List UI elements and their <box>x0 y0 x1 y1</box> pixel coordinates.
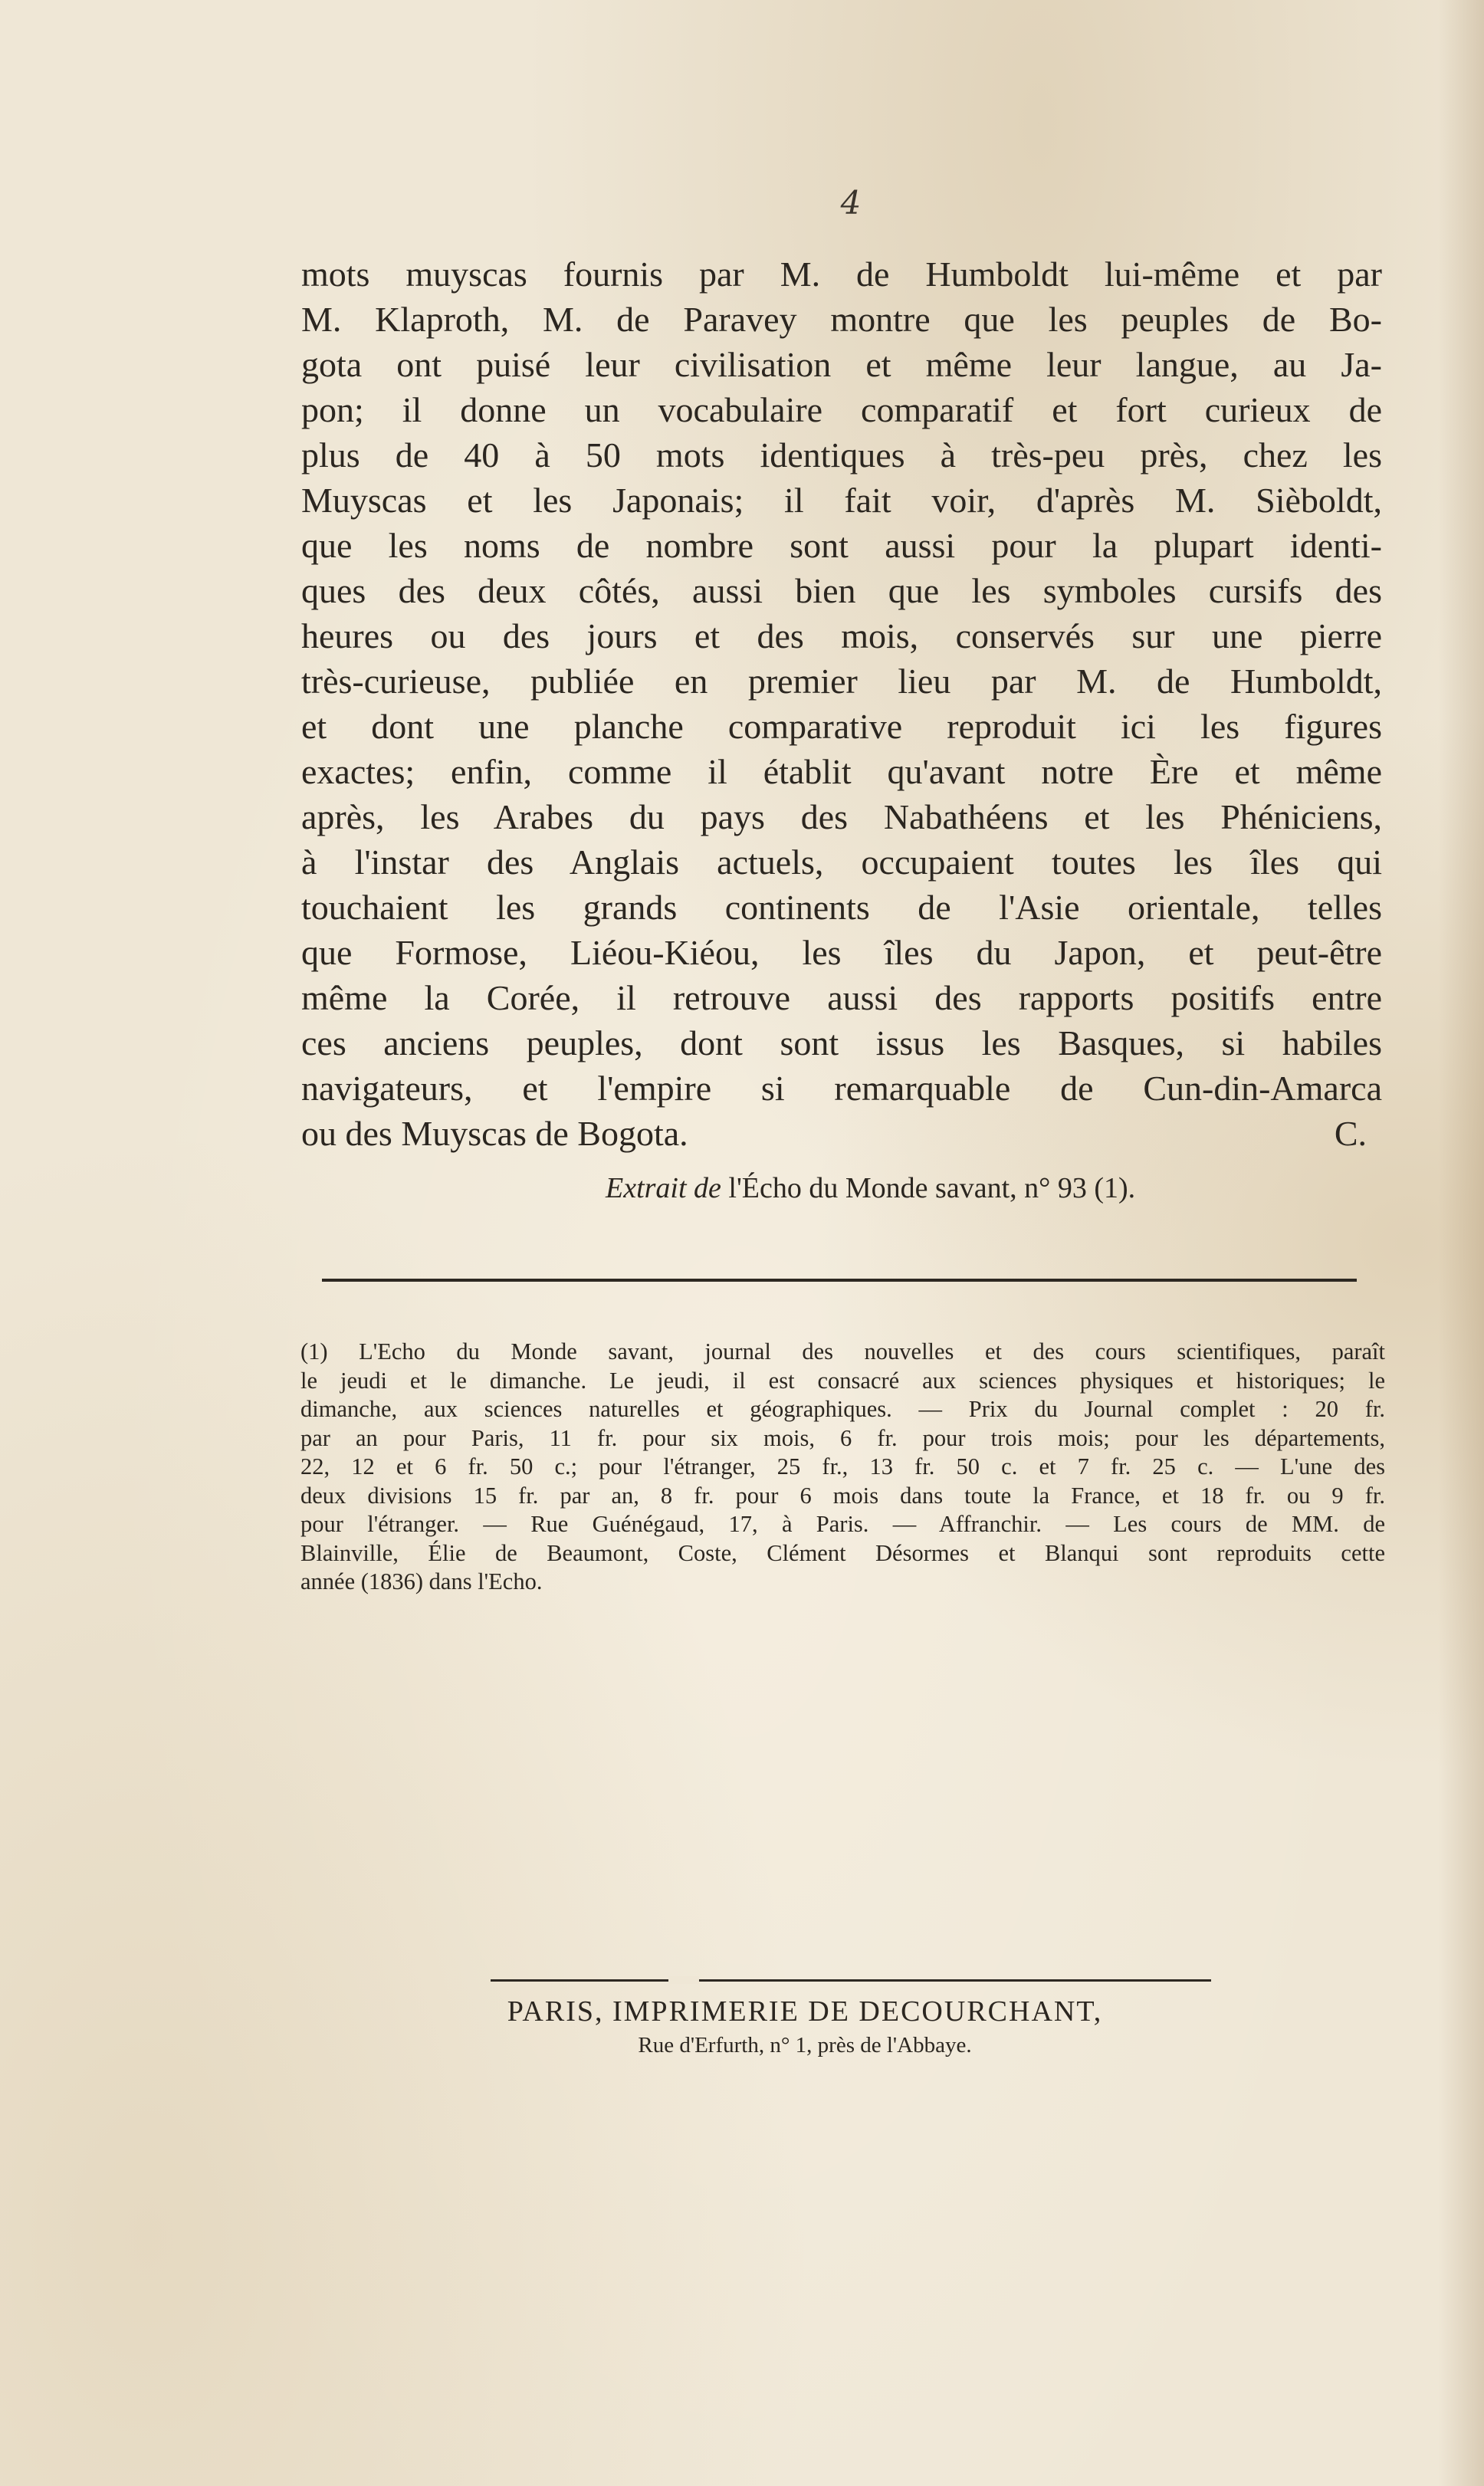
body-line: pon; il donne un vocabulaire comparatif et fort curieux de <box>301 390 1382 429</box>
imprint-rule <box>491 1979 1211 1982</box>
source-citation <box>606 1171 1372 1205</box>
body-line: gota ont puisé leur civilisation et même leur langue, au Ja- <box>301 345 1382 384</box>
body-line: Muyscas et les Japonais; il fait voir, d'après M. Sièboldt, <box>301 481 1382 520</box>
page-edge-shadow <box>1438 0 1484 2486</box>
body-line: mots muyscas fournis par M. de Humboldt lui-même et par <box>301 255 1382 294</box>
printer-address: Rue d'Erfurth, n° 1, près de l'Abbaye. <box>638 2033 972 2057</box>
body-line: très-curieuse, publiée en premier lieu par M. de Humboldt, <box>301 662 1382 701</box>
last-line-row <box>301 1111 1382 1156</box>
footnote-line: 22, 12 et 6 fr. 50 c.; pour l'étranger, 25 fr., 13 fr. 50 c. et 7 fr. 25 c. — L'une des <box>300 1453 1385 1479</box>
body-line: et dont une planche comparative reproduit ici les figures <box>301 707 1382 746</box>
body-line: plus de 40 à 50 mots identiques à très-peu près, chez les <box>301 435 1382 475</box>
body-line: ques des deux côtés, aussi bien que les symboles cursifs des <box>301 571 1382 610</box>
body-line: ces anciens peuples, dont sont issus les Basques, si habiles <box>301 1023 1382 1062</box>
body-line: que les noms de nombre sont aussi pour la plupart identi- <box>301 526 1382 565</box>
body-line: exactes; enfin, comme il établit qu'avant notre Ère et même <box>301 752 1382 791</box>
extract-prefix: Extrait de <box>606 1172 721 1204</box>
footnote-line: (1) L'Echo du Monde savant, journal des nouvelles et des cours scientifiques, paraît <box>300 1338 1385 1365</box>
footnote-separator-rule <box>322 1279 1357 1282</box>
footnote-line: le jeudi et le dimanche. Le jeudi, il est consacré aux sciences physiques et historiques; le <box>300 1367 1385 1394</box>
footnote-line: dimanche, aux sciences naturelles et géographiques. — Prix du Journal complet : 20 fr. <box>300 1396 1385 1422</box>
body-line-last: ou des Muyscas de Bogota. <box>301 1114 688 1153</box>
footnote-line: année (1836) dans l'Echo. <box>300 1568 543 1594</box>
body-line: même la Corée, il retrouve aussi des rapports positifs entre <box>301 978 1382 1017</box>
extract-source: l'Écho du Monde savant, n° 93 (1). <box>721 1172 1136 1204</box>
body-line: que Formose, Liéou-Kiéou, les îles du Japon, et peut-être <box>301 933 1382 972</box>
body-line: touchaient les grands continents de l'Asie orientale, telles <box>301 888 1382 927</box>
footnote <box>300 1338 1385 1597</box>
printer-imprint: PARIS, IMPRIMERIE DE DECOURCHANT, <box>507 1995 1103 2028</box>
body-line: navigateurs, et l'empire si remarquable de Cun-din-Amarca <box>301 1069 1382 1108</box>
body-line: à l'instar des Anglais actuels, occupaient toutes les îles qui <box>301 842 1382 882</box>
footnote-line: par an pour Paris, 11 fr. pour six mois, 6 fr. pour trois mois; pour les départements, <box>300 1424 1385 1451</box>
footnote-line: Blainville, Élie de Beaumont, Coste, Clément Désormes et Blanqui sont reproduits cette <box>300 1539 1385 1566</box>
author-signature: C. <box>1334 1114 1367 1153</box>
page-number: 4 <box>840 184 862 222</box>
body-line: M. Klaproth, M. de Paravey montre que les peuples de Bo- <box>301 300 1382 339</box>
footnote-line: pour l'étranger. — Rue Guénégaud, 17, à Paris. — Affranchir. — Les cours de MM. de <box>300 1511 1385 1537</box>
imprint-rule-ornament <box>668 1976 699 1984</box>
body-line: heures ou des jours et des mois, conservés sur une pierre <box>301 616 1382 655</box>
main-paragraph <box>301 251 1382 1156</box>
body-line: après, les Arabes du pays des Nabathéens et les Phéniciens, <box>301 797 1382 836</box>
footnote-line: deux divisions 15 fr. par an, 8 fr. pour 6 mois dans toute la France, et 18 fr. ou 9 fr. <box>300 1482 1385 1509</box>
